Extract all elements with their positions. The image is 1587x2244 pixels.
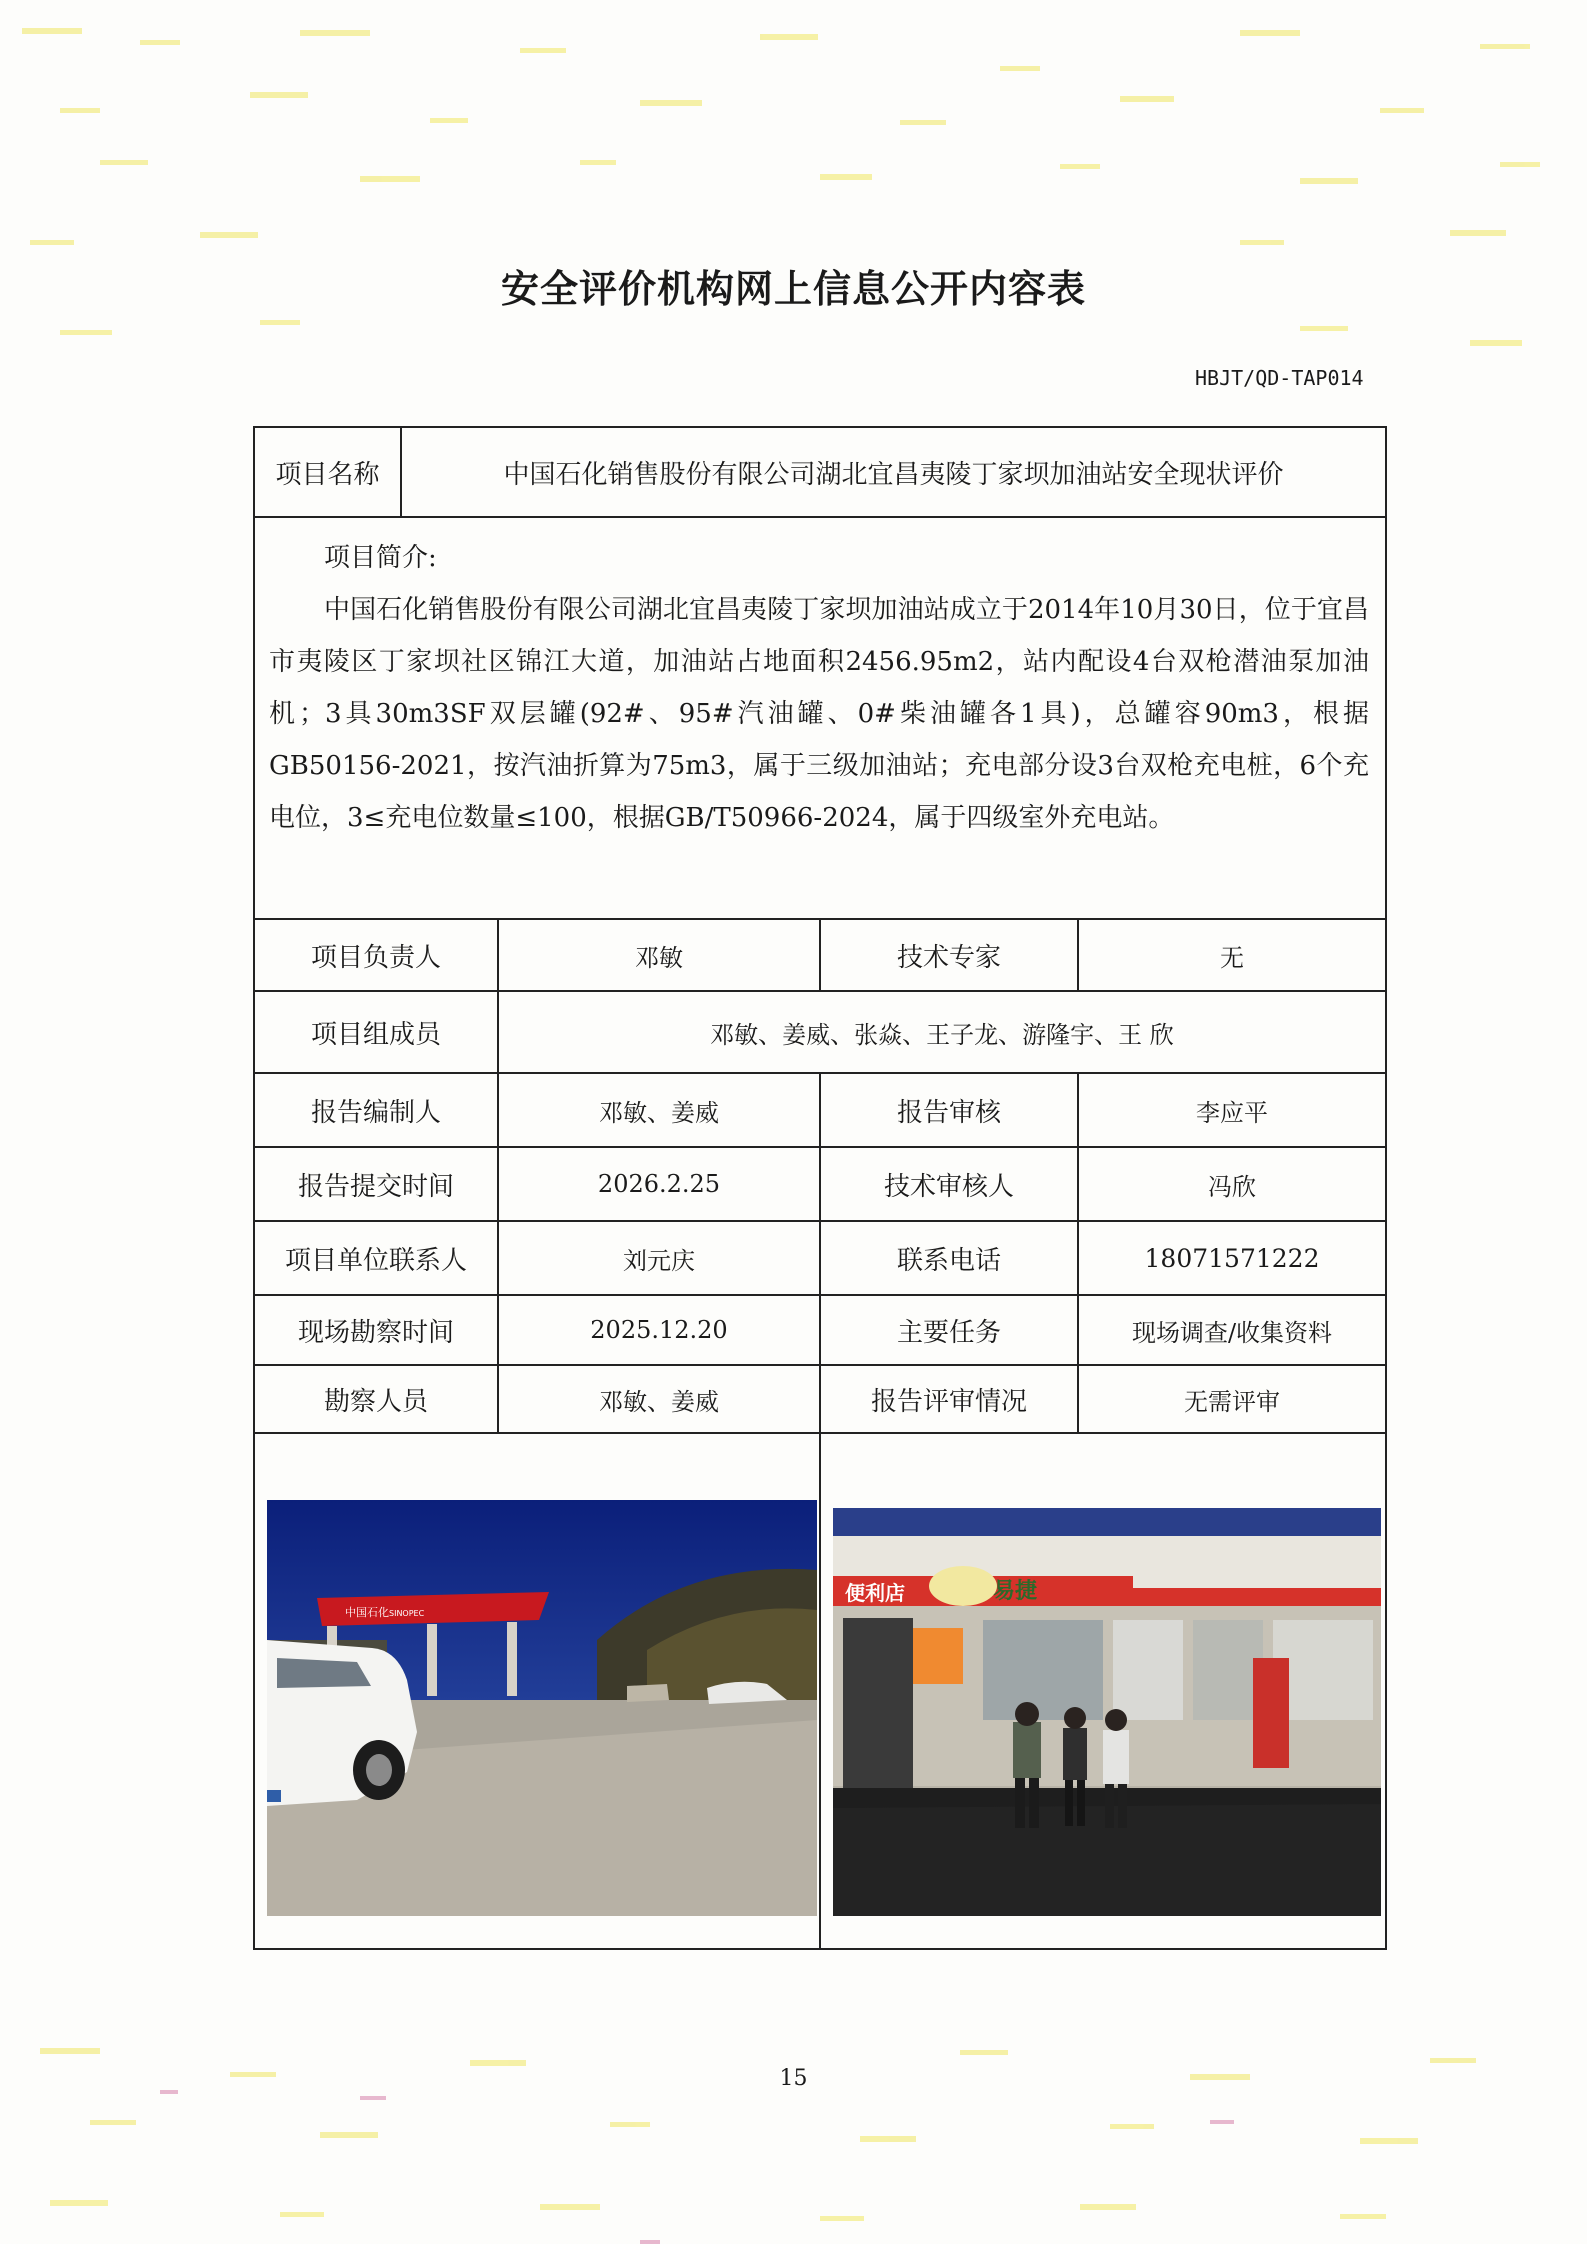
submit-row bbox=[255, 1148, 1385, 1222]
submit-label: 报告提交时间 bbox=[255, 1148, 499, 1220]
info-table bbox=[253, 426, 1387, 1950]
document-code: HBJT/QD-TAP014 bbox=[1195, 366, 1364, 390]
project-name-value: 中国石化销售股份有限公司湖北宜昌夷陵丁家坝加油站安全现状评价 bbox=[503, 459, 1284, 490]
page-number: 15 bbox=[779, 2066, 808, 2091]
review-label: 报告评审情况 bbox=[821, 1366, 1079, 1432]
surveyors-row bbox=[255, 1366, 1385, 1434]
photo-cell-right bbox=[821, 1434, 1385, 1948]
project-name-label: 项目名称 bbox=[255, 428, 402, 516]
review-value: 无需评审 bbox=[1184, 1387, 1280, 1416]
author-value: 邓敏、姜威 bbox=[499, 1074, 821, 1146]
leader-row bbox=[255, 920, 1385, 992]
survey-time-row bbox=[255, 1296, 1385, 1366]
submit-value: 2026.2.25 bbox=[499, 1148, 821, 1220]
phone-label: 联系电话 bbox=[821, 1222, 1079, 1294]
tech-reviewer-label: 技术审核人 bbox=[821, 1148, 1079, 1220]
surveyors-value: 邓敏、姜威 bbox=[499, 1366, 821, 1432]
intro-text: 中国石化销售股份有限公司湖北宜昌夷陵丁家坝加油站成立于2014年10月30日，位于宜昌市夷陵区丁家坝社区锦江大道，加油站占地面积2456.95m2，站内配设4台双枪潜油泵加油机；3具30m3SF双层罐(92#、95#汽油罐、0#柴油罐各1具)，总罐容90m3，根据GB50156-2021，按汽油折算为75m3，属于三级加油站；充电部分设3台双枪充电桩，6个充电位，3≤充电位数量≤100，根据GB/T50966-2024，属于四级室外充电站。 bbox=[269, 595, 1369, 833]
yijie-sign: 易捷 bbox=[993, 1579, 1038, 1604]
surveyors-label: 勘察人员 bbox=[255, 1366, 499, 1432]
store-sign: 便利店 bbox=[845, 1581, 905, 1605]
station-canopy-sign-en: SINOPEC bbox=[389, 1609, 425, 1618]
members-label: 项目组成员 bbox=[255, 992, 499, 1072]
task-label: 主要任务 bbox=[821, 1296, 1079, 1364]
page-title: 安全评价机构网上信息公开内容表 bbox=[500, 267, 1086, 311]
survey-time-value: 2025.12.20 bbox=[499, 1296, 821, 1364]
reviewer-value: 李应平 bbox=[1196, 1098, 1268, 1127]
members-row bbox=[255, 992, 1385, 1074]
reviewer-label: 报告审核 bbox=[821, 1074, 1079, 1146]
convenience-store-photo bbox=[833, 1508, 1381, 1916]
survey-time-label: 现场勘察时间 bbox=[255, 1296, 499, 1364]
expert-value: 无 bbox=[1220, 943, 1244, 972]
members-value: 邓敏、姜威、张焱、王子龙、游隆宇、王 欣 bbox=[710, 1020, 1174, 1049]
tech-reviewer-value: 冯欣 bbox=[1208, 1172, 1256, 1201]
photo-cell-left bbox=[255, 1434, 821, 1948]
author-row bbox=[255, 1074, 1385, 1148]
contact-value: 刘元庆 bbox=[499, 1222, 821, 1294]
contact-row bbox=[255, 1222, 1385, 1296]
expert-label: 技术专家 bbox=[821, 920, 1079, 990]
author-label: 报告编制人 bbox=[255, 1074, 499, 1146]
intro-cell bbox=[255, 518, 1385, 918]
station-canopy-sign: 中国石化 bbox=[345, 1606, 389, 1619]
intro-heading: 项目简介: bbox=[324, 543, 437, 573]
leader-value: 邓敏 bbox=[499, 920, 821, 990]
leader-label: 项目负责人 bbox=[255, 920, 499, 990]
contact-label: 项目单位联系人 bbox=[255, 1222, 499, 1294]
project-name-row bbox=[255, 428, 1385, 518]
phone-value: 18071571222 bbox=[1144, 1243, 1320, 1273]
gas-station-photo bbox=[267, 1500, 817, 1916]
intro-row bbox=[255, 518, 1385, 920]
task-value: 现场调查/收集资料 bbox=[1131, 1318, 1333, 1347]
photos-row bbox=[255, 1434, 1385, 1948]
